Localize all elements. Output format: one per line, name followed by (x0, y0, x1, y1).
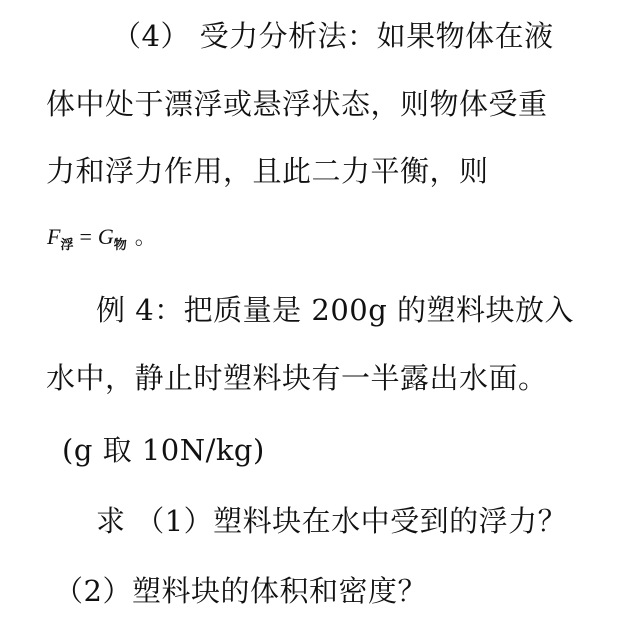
formula-rhs: G (97, 224, 114, 249)
method-heading: （4） 受力分析法：如果物体在液 (112, 19, 554, 53)
method-text-line-2: 体中处于漂浮或悬浮状态，则物体受重 (46, 87, 548, 121)
question-2: （2）塑料块的体积和密度？ (54, 574, 427, 608)
formula-rhs-subscript: 物 (113, 238, 127, 253)
formula-period: 。 (134, 224, 157, 249)
given-condition: (g 取 10N/kg) (62, 433, 265, 467)
example-line-2: 水中，静止时塑料块有一半露出水面。 (46, 361, 548, 395)
method-text-line-3: 力和浮力作用，且此二力平衡，则 (46, 154, 489, 188)
formula-lhs-subscript: 浮 (60, 238, 74, 253)
question-1: 求 （1）塑料块在水中受到的浮力？ (96, 504, 568, 538)
formula-equals: = (79, 224, 92, 249)
buoyancy-formula (47, 220, 157, 253)
example-line-1: 例 4：把质量是 200g 的塑料块放入 (96, 293, 575, 327)
formula-lhs: F (47, 224, 61, 249)
